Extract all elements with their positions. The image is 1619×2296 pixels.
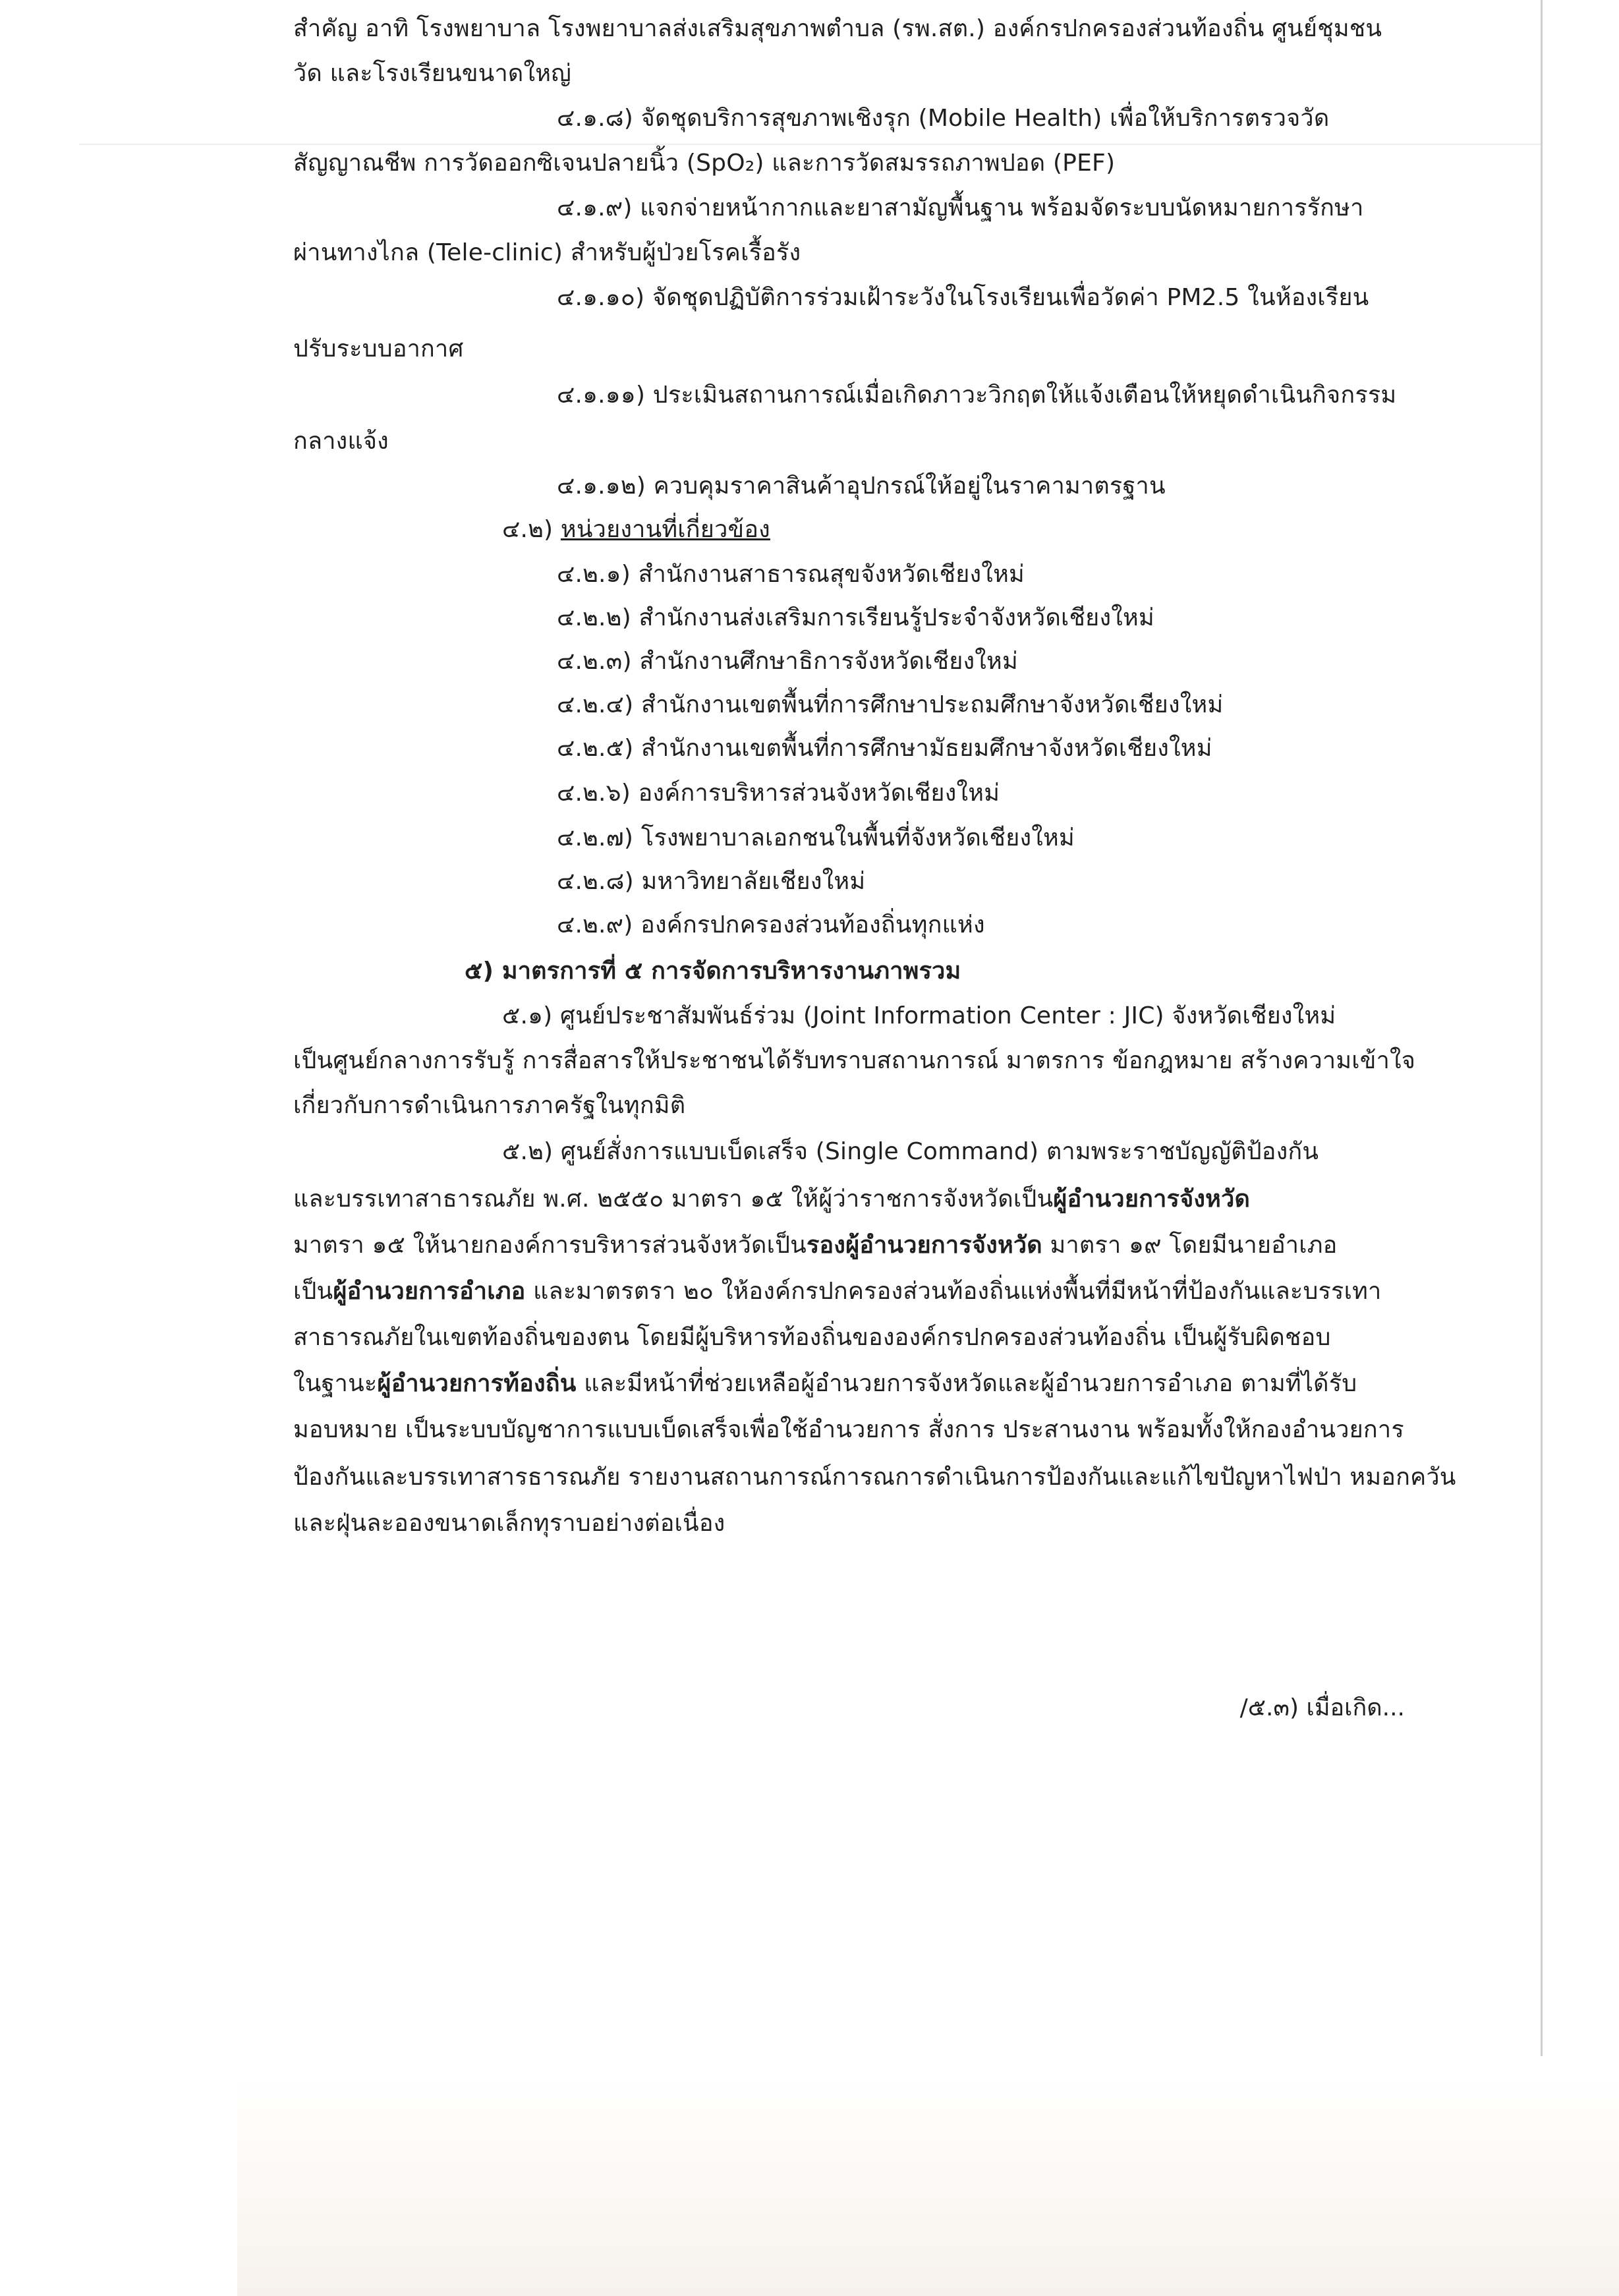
list-item-4-2-4: ๔.๒.๔) สำนักงานเขตพื้นที่การศึกษาประถมศึกษาจังหวัดเชียงใหม่	[557, 691, 1224, 718]
list-item-4-2-3: ๔.๒.๓) สำนักงานศึกษาธิการจังหวัดเชียงใหม่	[557, 648, 1018, 675]
paragraph-line: มอบหมาย เป็นระบบบัญชาการแบบเบ็ดเสร็จเพื่อใช้อำนวยการ สั่งการ ประสานงาน พร้อมทั้งให้กองอำนวยการ	[293, 1416, 1404, 1443]
list-item-4-2-8: ๔.๒.๘) มหาวิทยาลัยเชียงใหม่	[557, 868, 866, 895]
scan-bottom-shade	[237, 2076, 1619, 2296]
list-item-4-1-10: ๔.๑.๑๐) จัดชุดปฏิบัติการร่วมเฝ้าระวังในโรงเรียนเพื่อวัดค่า PM2.5 ในห้องเรียน	[557, 284, 1369, 311]
bold-term: รองผู้อำนวยการจังหวัด	[806, 1232, 1042, 1259]
section-number: ๔.๒)	[502, 516, 561, 543]
paragraph-line: และบรรเทาสาธารณภัย พ.ศ. ๒๕๕๐ มาตรา ๑๕ ให้ผู้ว่าราชการจังหวัดเป็นผู้อำนวยการจังหวัด	[293, 1186, 1251, 1213]
list-item-5-1: ๕.๑) ศูนย์ประชาสัมพันธ์ร่วม (Joint Information Center : JIC) จังหวัดเชียงใหม่	[502, 1002, 1336, 1029]
paragraph-line: ในฐานะผู้อำนวยการท้องถิ่น และมีหน้าที่ช่วยเหลือผู้อำนวยการจังหวัดและผู้อำนวยการอำเภอ ตามที่ได้รับ	[293, 1370, 1357, 1397]
paragraph-line: กลางแจ้ง	[293, 428, 389, 455]
paragraph-line: และฝุ่นละอองขนาดเล็กทุราบอย่างต่อเนื่อง	[293, 1510, 725, 1537]
paragraph-line: ป้องกันและบรรเทาสารธารณภัย รายงานสถานการณ์การณการดำเนินการป้องกันและแก้ไขปัญหาไฟป่า หมอกควัน	[293, 1464, 1456, 1491]
paragraph-line: สัญญาณชีพ การวัดออกซิเจนปลายนิ้ว (SpO₂) และการวัดสมรรถภาพปอด (PEF)	[293, 150, 1116, 177]
bold-term: ผู้อำนวยการจังหวัด	[1053, 1186, 1251, 1213]
list-item-4-2-9: ๔.๒.๙) องค์กรปกครองส่วนท้องถิ่นทุกแห่ง	[557, 911, 985, 938]
scan-artifact-line	[79, 144, 1541, 145]
list-item-4-1-11: ๔.๑.๑๑) ประเมินสถานการณ์เมื่อเกิดภาวะวิกฤตให้แจ้งเตือนให้หยุดดำเนินกิจกรรม	[557, 382, 1397, 409]
paragraph-line: วัด และโรงเรียนขนาดใหญ่	[293, 60, 572, 87]
section-title: หน่วยงานที่เกี่ยวข้อง	[560, 516, 770, 543]
list-item-4-2-1: ๔.๒.๑) สำนักงานสาธารณสุขจังหวัดเชียงใหม่	[557, 561, 1025, 588]
paragraph-line: ผ่านทางไกล (Tele-clinic) สำหรับผู้ป่วยโรคเรื้อรัง	[293, 239, 801, 266]
paragraph-line: ปรับระบบอากาศ	[293, 335, 464, 362]
list-item-5-2: ๕.๒) ศูนย์สั่งการแบบเบ็ดเสร็จ (Single Command) ตามพระราชบัญญัติป้องกัน	[502, 1138, 1319, 1165]
bold-term: ผู้อำนวยการอำเภอ	[333, 1278, 526, 1305]
paragraph-line: สำคัญ อาทิ โรงพยาบาล โรงพยาบาลส่งเสริมสุขภาพตำบล (รพ.สต.) องค์กรปกครองส่วนท้องถิ่น ศูนย์ชุมชน	[293, 15, 1382, 42]
list-item-4-2-7: ๔.๒.๗) โรงพยาบาลเอกชนในพื้นที่จังหวัดเชียงใหม่	[557, 824, 1075, 851]
paragraph-line: สาธารณภัยในเขตท้องถิ่นของตน โดยมีผู้บริหารท้องถิ่นขององค์กรปกครองส่วนท้องถิ่น เป็นผู้รับผิดชอบ	[293, 1324, 1331, 1351]
list-item-4-1-8: ๔.๑.๘) จัดชุดบริการสุขภาพเชิงรุก (Mobile Health) เพื่อให้บริการตรวจวัด	[557, 105, 1330, 132]
section-heading-5: ๕) มาตรการที่ ๕ การจัดการบริหารงานภาพรวม	[465, 958, 961, 985]
paragraph-line: เป็นผู้อำนวยการอำเภอ และมาตรตรา ๒๐ ให้องค์กรปกครองส่วนท้องถิ่นแห่งพื้นที่มีหน้าที่ป้องกันและบรรเทา	[293, 1278, 1382, 1305]
list-item-4-1-12: ๔.๑.๑๒) ควบคุมราคาสินค้าอุปกรณ์ให้อยู่ในราคามาตรฐาน	[557, 473, 1166, 500]
scan-edge-shadow	[1541, 0, 1543, 2056]
paragraph-line: มาตรา ๑๕ ให้นายกองค์การบริหารส่วนจังหวัดเป็นรองผู้อำนวยการจังหวัด มาตรา ๑๙ โดยมีนายอำเภอ	[293, 1232, 1338, 1259]
list-item-4-2-2: ๔.๒.๒) สำนักงานส่งเสริมการเรียนรู้ประจำจังหวัดเชียงใหม่	[557, 604, 1154, 631]
list-item-4-2-6: ๔.๒.๖) องค์การบริหารส่วนจังหวัดเชียงใหม่	[557, 780, 1000, 807]
list-item-4-1-9: ๔.๑.๙) แจกจ่ายหน้ากากและยาสามัญพื้นฐาน พร้อมจัดระบบนัดหมายการรักษา	[557, 194, 1364, 221]
paragraph-line: เกี่ยวกับการดำเนินการภาครัฐในทุกมิติ	[293, 1092, 686, 1119]
list-item-4-2-5: ๔.๒.๕) สำนักงานเขตพื้นที่การศึกษามัธยมศึกษาจังหวัดเชียงใหม่	[557, 735, 1212, 762]
page-continuation-ref: /๕.๓) เมื่อเกิด...	[1239, 1694, 1405, 1721]
section-heading-4-2	[502, 514, 770, 546]
paragraph-line: เป็นศูนย์กลางการรับรู้ การสื่อสารให้ประชาชนได้รับทราบสถานการณ์ มาตรการ ข้อกฎหมาย สร้างความเข้าใจ	[293, 1047, 1416, 1074]
bold-term: ผู้อำนวยการท้องถิ่น	[377, 1370, 577, 1397]
